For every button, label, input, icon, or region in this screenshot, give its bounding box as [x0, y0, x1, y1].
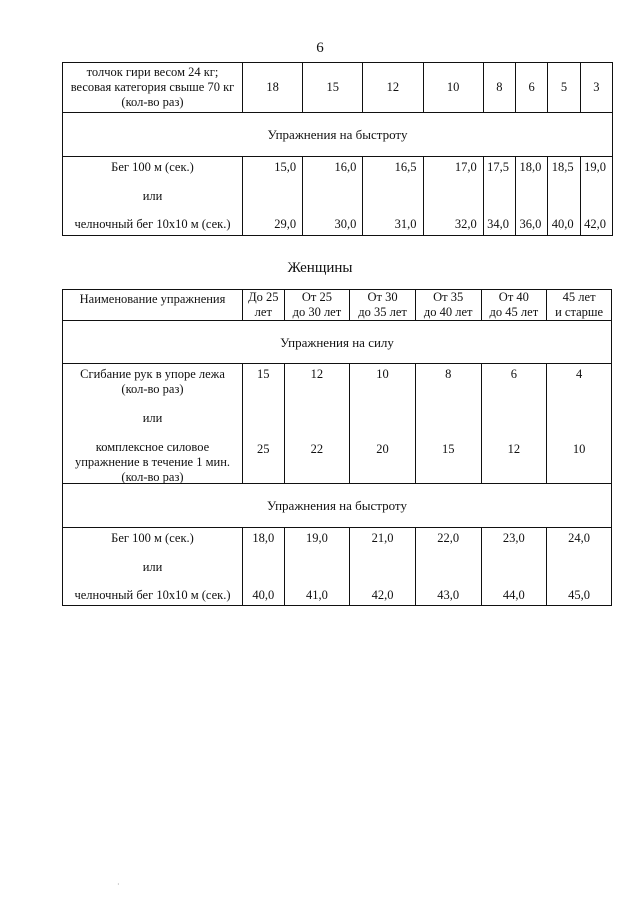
exercise-name — [63, 157, 243, 236]
value-top: 8 — [445, 367, 452, 381]
value-top: 17,5 — [487, 160, 509, 174]
value-top: 24,0 — [568, 531, 591, 545]
exercise-label-bottom: челночный бег 10х10 м (сек.) — [74, 217, 231, 231]
value-cell: 10 — [423, 63, 483, 113]
value-top: 16,5 — [394, 160, 417, 174]
header-age-col: До 25 лет — [243, 290, 285, 321]
exercise-label-bottom: комплексное силовое упражнение в течение 1 мин. (кол-во раз) — [74, 440, 231, 484]
value-bottom: 31,0 — [394, 217, 417, 231]
value-bottom: 12 — [507, 442, 521, 456]
section-row — [63, 484, 612, 528]
value-top: 18,5 — [551, 160, 574, 174]
page-number: 6 — [316, 40, 324, 56]
exercise-name — [63, 528, 243, 606]
exercise-label-top: Бег 100 м (сек.) — [111, 160, 194, 174]
exercise-label-or: или — [142, 560, 163, 574]
section-heading-women: Женщины — [287, 260, 353, 276]
value-bottom: 34,0 — [487, 217, 509, 231]
value-top: 19,0 — [305, 531, 328, 545]
men-standards-table — [62, 62, 613, 236]
table-row — [63, 157, 613, 236]
value-top: 23,0 — [502, 531, 525, 545]
section-title: Упражнения на быстроту — [63, 113, 613, 157]
value-top: 6 — [510, 367, 517, 381]
section-title: Упражнения на быстроту — [63, 484, 612, 528]
exercise-label-top: Сгибание рук в упоре лежа (кол-во раз) — [80, 367, 225, 396]
value-top: 18,0 — [252, 531, 275, 545]
value-bottom: 15 — [441, 442, 455, 456]
value-cell: 5 — [548, 63, 580, 113]
scan-speck: · — [117, 880, 120, 889]
header-age-col: От 40 до 45 лет — [481, 290, 547, 321]
header-row — [63, 290, 612, 321]
header-name: Наименование упражнения — [63, 290, 243, 321]
value-bottom: 45,0 — [568, 588, 591, 602]
value-cell: 12 — [363, 63, 423, 113]
value-bottom: 44,0 — [502, 588, 525, 602]
value-top: 18,0 — [519, 160, 542, 174]
exercise-label-or: или — [142, 411, 163, 425]
value-cell: 15 — [303, 63, 363, 113]
exercise-name: толчок гири весом 24 кг; весовая категория свыше 70 кг (кол-во раз) — [63, 63, 243, 113]
value-bottom: 40,0 — [551, 217, 574, 231]
table-row — [63, 364, 612, 484]
table-row — [63, 63, 613, 113]
value-top: 15,0 — [274, 160, 297, 174]
value-top: 16,0 — [334, 160, 357, 174]
value-top: 22,0 — [437, 531, 460, 545]
value-top: 10 — [376, 367, 389, 381]
value-bottom: 36,0 — [519, 217, 542, 231]
exercise-label-top: Бег 100 м (сек.) — [111, 531, 194, 545]
section-row — [63, 321, 612, 364]
header-age-col: 45 лет и старше — [547, 290, 612, 321]
header-age-col: От 25 до 30 лет — [284, 290, 350, 321]
value-bottom: 20 — [376, 442, 389, 456]
value-bottom: 22 — [310, 442, 324, 456]
value-bottom: 42,0 — [584, 217, 606, 231]
value-top: 19,0 — [584, 160, 606, 174]
header-age-col: От 35 до 40 лет — [415, 290, 481, 321]
header-age-col: От 30 до 35 лет — [350, 290, 416, 321]
value-bottom: 25 — [257, 442, 270, 456]
value-bottom: 42,0 — [371, 588, 394, 602]
value-cell: 18 — [243, 63, 303, 113]
section-title: Упражнения на силу — [63, 321, 612, 364]
value-top: 17,0 — [454, 160, 477, 174]
value-bottom: 41,0 — [305, 588, 328, 602]
exercise-label-or: или — [142, 189, 163, 203]
value-top: 21,0 — [371, 531, 394, 545]
section-row — [63, 113, 613, 157]
value-cell: 6 — [516, 63, 548, 113]
value-bottom: 10 — [572, 442, 586, 456]
value-cell: 8 — [483, 63, 515, 113]
table-row — [63, 528, 612, 606]
value-cell: 3 — [580, 63, 612, 113]
value-bottom: 32,0 — [454, 217, 477, 231]
exercise-label-bottom: челночный бег 10х10 м (сек.) — [74, 588, 231, 602]
value-top: 4 — [575, 367, 583, 381]
value-bottom: 29,0 — [274, 217, 297, 231]
value-top: 15 — [257, 367, 270, 381]
value-bottom: 30,0 — [334, 217, 357, 231]
value-bottom: 40,0 — [252, 588, 275, 602]
value-bottom: 43,0 — [437, 588, 460, 602]
value-top: 12 — [310, 367, 324, 381]
women-standards-table — [62, 289, 612, 606]
exercise-name — [63, 364, 243, 484]
